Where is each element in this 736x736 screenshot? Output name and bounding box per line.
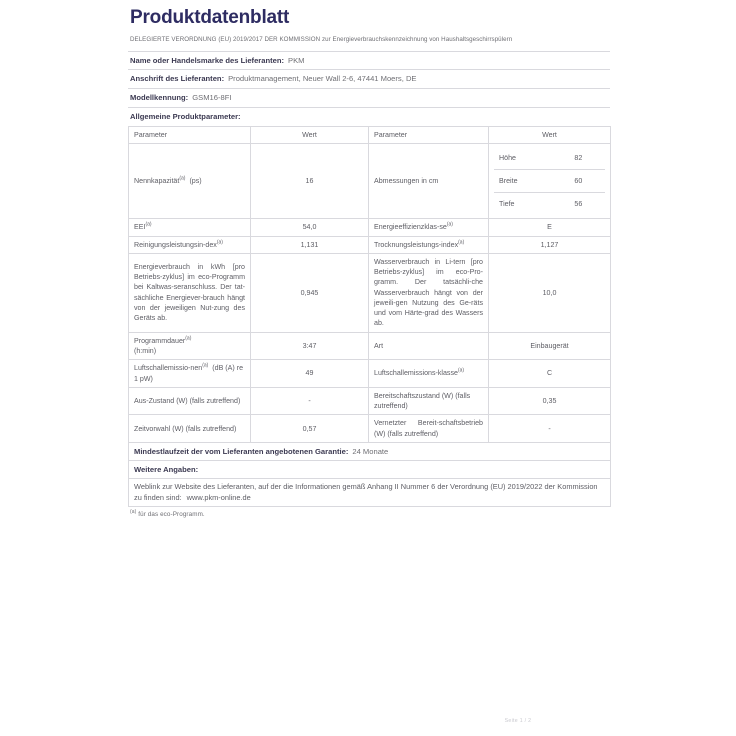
value-nennkapazitaet: 16: [251, 144, 369, 219]
footnote-marker: (a): [130, 509, 137, 516]
footnote-ref: (a): [446, 221, 453, 228]
header-parameter-2: Parameter: [369, 126, 489, 143]
value-luftschallemissionen: 49: [251, 360, 369, 388]
dimension-row-depth: [494, 193, 605, 216]
value-bereitschaftszustand: 0,35: [489, 387, 611, 415]
page-number: Seite 1 / 2: [504, 718, 532, 724]
product-fiche-page: [128, 0, 610, 518]
dimension-label-width: Breite: [494, 170, 552, 193]
param-luftschallemissionen-unit: (dB (A) re 1 pW): [134, 364, 244, 383]
supplier-name-label: Name oder Handelsmarke des Lieferanten:: [130, 55, 285, 65]
param-reinigungsleistungsindex-text: Reinigungsleistungsin-dex: [134, 240, 217, 249]
header-value-2: Wert: [489, 126, 611, 143]
warranty-value: 24 Monate: [352, 447, 389, 456]
further-info-cell: [129, 461, 611, 479]
model-identifier-row: [128, 88, 610, 107]
weblink-url[interactable]: www.pkm-online.de: [186, 492, 251, 502]
value-zeitvorwahl: 0,57: [251, 415, 369, 443]
page-title: Produktdatenblatt: [130, 7, 290, 28]
model-label: Modellkennung:: [130, 93, 189, 103]
value-trocknungsleistungsindex: 1,127: [489, 236, 611, 253]
table-row: [129, 219, 611, 236]
value-luftschallemissionsklasse: C: [489, 360, 611, 388]
value-wasserverbrauch: 10,0: [489, 253, 611, 332]
param-nennkapazitaet-text: Nennkapazität: [134, 177, 180, 186]
value-eei: 54,0: [251, 219, 369, 236]
warranty-row: [129, 443, 611, 461]
value-abmessungen: [489, 144, 611, 219]
param-eei: [129, 219, 251, 236]
table-row: [129, 360, 611, 388]
warranty-cell: [129, 443, 611, 461]
value-energieeffizienzklasse: E: [489, 219, 611, 236]
table-row: [129, 236, 611, 253]
value-energieverbrauch: 0,945: [251, 253, 369, 332]
dimension-row-height: [494, 147, 605, 170]
dimension-value-depth: 56: [574, 199, 583, 208]
general-parameters-label: Allgemeine Produktparameter:: [130, 112, 241, 122]
footnote-ref: (a): [202, 362, 209, 369]
value-programmdauer: 3:47: [251, 332, 369, 360]
value-reinigungsleistungsindex: 1,131: [251, 236, 369, 253]
param-trocknungsleistungsindex: [369, 236, 489, 253]
footnote-ref: (a): [145, 221, 152, 228]
value-art: Einbaugerät: [489, 332, 611, 360]
table-row: [129, 144, 611, 219]
param-nennkapazitaet: [129, 144, 251, 219]
param-vernetzter-bereitschaftsbetrieb: Vernetzter Bereit-schaftsbetrieb (W) (falls zutreffend): [369, 415, 489, 443]
dimension-label-height: Höhe: [494, 147, 552, 170]
param-nennkapazitaet-unit: (ps): [189, 177, 202, 186]
supplier-name-value: PKM: [288, 55, 305, 65]
dimension-row-width: [494, 170, 605, 193]
param-abmessungen: Abmessungen in cm: [369, 144, 489, 219]
param-luftschallemissionsklasse: [369, 360, 489, 388]
model-value: GSM16-8FI: [192, 93, 232, 103]
footnote-ref: (a): [185, 335, 192, 342]
table-row: [129, 415, 611, 443]
table-header-row: [129, 126, 611, 143]
footnote-ref: (a): [179, 175, 186, 182]
param-reinigungsleistungsindex: [129, 236, 251, 253]
param-programmdauer-unit: (h:min): [134, 347, 157, 356]
header-parameter-1: Parameter: [129, 126, 251, 143]
param-zeitvorwahl: Zeitvorwahl (W) (falls zutreffend): [129, 415, 251, 443]
further-info-row: [129, 461, 611, 479]
supplier-address-label: Anschrift des Lieferanten:: [130, 74, 225, 84]
param-luftschallemissionen: [129, 360, 251, 388]
table-row: [129, 387, 611, 415]
param-energieverbrauch: Energieverbrauch in kWh [pro Betriebs-zyklus] im eco-Programm bei Kaltwas-seranschluss. Der tat-sächliche Energiever-brauch hängt von der jeweiligen Nut-zung des Geräts ab.: [129, 253, 251, 332]
footnote: [130, 511, 610, 518]
supplier-name-row: [128, 51, 610, 70]
table-row: [129, 253, 611, 332]
page-footer: [0, 718, 736, 724]
weblink-text: Weblink zur Website des Lieferanten, auf der die Informationen gemäß Anhang II Nummer 6 der Verordnung (EU) 2019/2022 der Kommission zu finden sind:: [134, 482, 598, 502]
table-row: [129, 332, 611, 360]
header-value-1: Wert: [251, 126, 369, 143]
further-info-label: Weitere Angaben:: [134, 465, 199, 474]
footnote-text: für das eco-Programm.: [138, 511, 205, 519]
footnote-ref: (a): [458, 239, 465, 246]
value-aus-zustand: -: [251, 387, 369, 415]
dimension-value-width: 60: [552, 170, 605, 193]
dimension-value-height: 82: [552, 147, 605, 170]
product-parameters-table: [128, 126, 611, 508]
value-vernetzter-bereitschaftsbetrieb: -: [489, 415, 611, 443]
param-luftschallemissionsklasse-text: Luftschallemissions-klasse: [374, 369, 458, 378]
param-programmdauer: [129, 332, 251, 360]
footnote-ref: (a): [216, 239, 223, 246]
dimensions-table: [494, 147, 605, 215]
general-parameters-heading-row: [128, 107, 610, 126]
param-art: Art: [369, 332, 489, 360]
footnote-ref: (a): [457, 368, 465, 375]
param-bereitschaftszustand: Bereitschaftszustand (W) (falls zutreffend): [369, 387, 489, 415]
supplier-address-value: Produktmanagement, Neuer Wall 2-6, 47441 Moers, DE: [228, 74, 417, 84]
param-programmdauer-text: Programmdauer: [134, 336, 186, 345]
dimension-label-depth: Tiefe: [499, 199, 515, 208]
weblink-cell: [129, 479, 611, 507]
param-eei-text: EEI: [134, 223, 146, 232]
param-wasserverbrauch: Wasserverbrauch in Li-tern [pro Betriebs-zyklus] im eco-Pro-gramm. Der tatsächli-che Wasserverbrauch hängt von der jeweili-gen Nutzung des Ge-räts und vom Härte-grad des Wassers ab.: [369, 253, 489, 332]
param-energieeffizienzklasse-text: Energieeffizienzklas-se: [374, 223, 447, 232]
param-energieeffizienzklasse: [369, 219, 489, 236]
param-luftschallemissionen-text: Luftschallemissio-nen: [134, 364, 203, 373]
param-trocknungsleistungsindex-text: Trocknungsleistungs-index: [374, 240, 459, 249]
supplier-address-row: [128, 69, 610, 88]
warranty-label: Mindestlaufzeit der vom Lieferanten angebotenen Garantie:: [134, 447, 349, 456]
param-aus-zustand: Aus-Zustand (W) (falls zutreffend): [129, 387, 251, 415]
weblink-row: [129, 479, 611, 507]
regulation-subtitle: DELEGIERTE VERORDNUNG (EU) 2019/2017 DER KOMMISSION zur Energieverbrauchskennzeichnung von Haushaltsgeschirrspülern: [130, 35, 513, 43]
